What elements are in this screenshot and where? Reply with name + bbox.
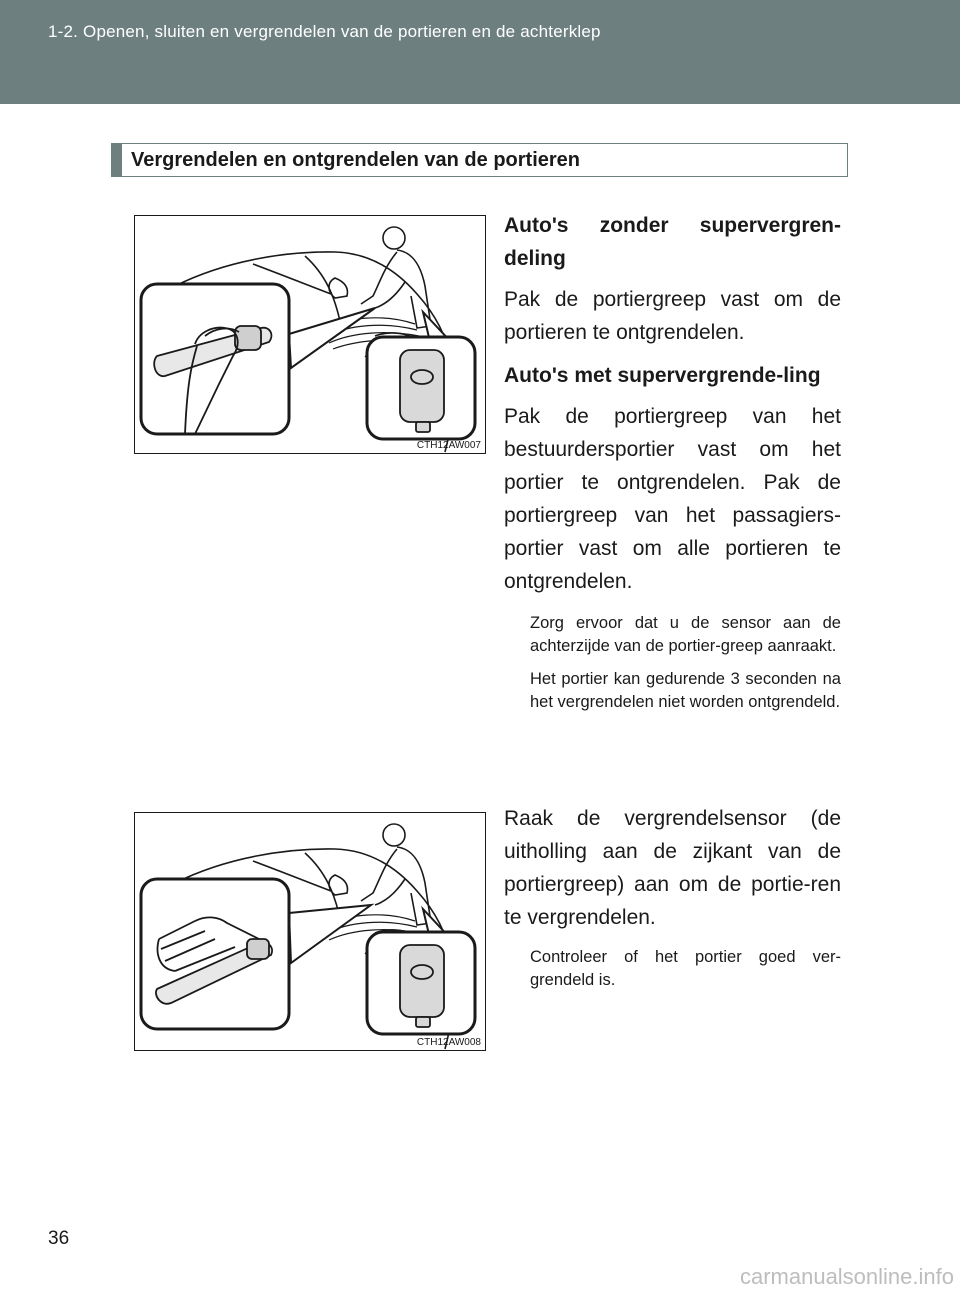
paragraph-lock-sensor: Raak de vergrendelsensor (de uitholling aan de zijkant van de portiergreep) aan om de portie-ren te vergrendelen. (504, 807, 841, 929)
note-check-locked: Controleer of het portier goed ver-grendeld is. (530, 948, 841, 989)
person-icon (361, 227, 431, 328)
paragraph-without-superlock: Pak de portiergreep vast om de portieren te ontgrendelen. (504, 288, 841, 344)
paragraph-with-superlock: Pak de portiergreep van het bestuurdersportier vast om het portier te ontgrendelen. Pak de portiergreep van het passagiers-portier vast om alle portieren te ontgrendelen. (504, 405, 841, 593)
figure-code: CTH12AW007 (416, 440, 481, 451)
subheading-without-superlock: Auto's zonder supervergren-deling (504, 214, 841, 270)
note-unlock-delay: Het portier kan gedurende 3 seconden na het vergrendelen niet worden ontgrendeld. (530, 670, 841, 711)
lock-instructions (504, 802, 841, 992)
figure-unlock-illustration (134, 215, 486, 454)
figure-lock-illustration (134, 812, 486, 1051)
chapter-title: 1-2. Openen, sluiten en vergrendelen van de portieren en de achterklep (48, 22, 601, 41)
smart-key-icon (400, 350, 444, 432)
note-sensor-touch: Zorg ervoor dat u de sensor aan de achterzijde van de portier-greep aanraakt. (530, 614, 841, 655)
person-icon (361, 824, 431, 925)
subheading-with-superlock: Auto's met supervergrende-ling (504, 364, 821, 387)
figure-code: CTH12AW008 (416, 1037, 481, 1048)
callout-pointer (289, 905, 371, 963)
smart-key-icon (400, 945, 444, 1027)
watermark: carmanualsonline.info (739, 1264, 954, 1289)
unlock-instructions (504, 209, 841, 714)
section-heading-text: Vergrendelen en ontgrendelen van de portieren (131, 149, 580, 171)
callout-pointer (289, 308, 375, 368)
section-heading (111, 143, 848, 177)
page-number: 36 (48, 1228, 70, 1249)
lock-illustration-svg (135, 813, 487, 1052)
unlock-illustration-svg (135, 216, 487, 455)
chapter-header (0, 0, 960, 104)
section-heading-bar (112, 144, 122, 176)
